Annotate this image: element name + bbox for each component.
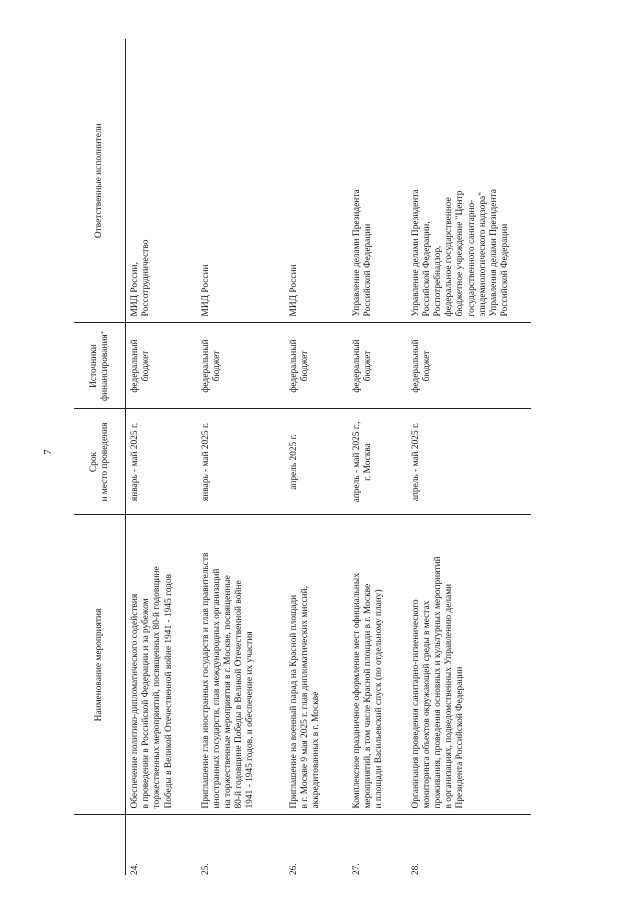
row-executors-line: Управления делами Президента — [488, 189, 499, 317]
row-event-name-line: Президента Российской Федерации — [455, 666, 466, 809]
header-name: Наименование мероприятия — [74, 515, 126, 815]
row-event-name-line: торжественных мероприятий, посвященных 80-й годовщине — [152, 566, 163, 809]
events-table — [74, 39, 531, 875]
row-executors-line: Российской Федерации — [500, 223, 511, 317]
table-row — [289, 39, 352, 875]
table-row — [126, 39, 201, 875]
row-number: 27. — [351, 863, 362, 875]
row-event-name — [411, 515, 531, 815]
table-row — [411, 39, 531, 875]
row-executors-line: Управление делами Президента — [351, 189, 362, 317]
row-source-line: бюджет — [141, 350, 152, 382]
row-term — [126, 409, 201, 515]
row-executors-line: государственного санитарно- — [466, 199, 477, 317]
row-source — [126, 323, 201, 409]
row-event-name-line: мероприятий, в том числе Красной площади в г. Москве — [362, 583, 373, 809]
row-executors — [352, 39, 411, 323]
row-event-name-line: на торжественные мероприятия в г. Москве, посвященные — [222, 575, 233, 809]
row-event-name-line: Комплексное праздничное оформление мест официальных — [351, 573, 362, 809]
row-term — [289, 409, 352, 515]
row-event-name-line: Победы в Великой Отечественной войне 1941 - 1945 годов — [163, 574, 174, 809]
row-executors-line: Российской Федерации — [362, 223, 373, 317]
row-term-line: апрель 2025 г. — [288, 434, 299, 490]
row-term — [352, 409, 411, 515]
row-executors-line: МИД России — [200, 264, 211, 317]
row-event-name-line: в проведении в Российской Федерации и за рубежом — [141, 598, 152, 809]
row-source-line: бюджет — [362, 350, 373, 382]
page-number: 7 — [42, 449, 54, 455]
row-executors-line: МИД России — [288, 264, 299, 317]
row-number: 25. — [200, 863, 211, 875]
row-source — [201, 323, 289, 409]
row-executors-line: Роспотребнадзор, — [432, 245, 443, 317]
table-row — [201, 39, 289, 875]
row-source-line: федеральный — [351, 339, 362, 393]
row-executors-line: Россотрудничество — [141, 239, 152, 317]
row-event-name-line: Приглашение глав иностранных государств и глав правительств — [200, 552, 211, 809]
row-number: 26. — [288, 863, 299, 875]
row-executors — [289, 39, 352, 323]
row-source-line: федеральный — [410, 339, 421, 393]
row-event-name-line: 80-й годовщине Победы в Великой Отечественной войне — [234, 580, 245, 809]
row-event-name — [352, 515, 411, 815]
row-source-line: федеральный — [130, 339, 140, 393]
row-source-line: бюджет — [421, 350, 432, 382]
header-number — [74, 815, 126, 875]
table-body — [126, 39, 531, 875]
row-number: 24. — [130, 863, 140, 875]
row-source-line: бюджет — [211, 350, 222, 382]
row-term-line: январь - май 2025 г. — [200, 422, 211, 502]
row-event-name-line: Организация проведения санитарно-гигиенического — [410, 599, 421, 809]
row-executors — [411, 39, 531, 323]
row-term-line: г. Москва — [362, 443, 373, 481]
row-event-name-line: иностранных государств, глав международных организаций — [211, 568, 222, 809]
row-event-name-line: мониторинга объектов окружающей среды в местах — [421, 600, 432, 809]
row-executors — [126, 39, 201, 323]
row-number: 28. — [410, 863, 421, 875]
header-executors: Ответственные исполнители — [74, 39, 126, 323]
row-event-name-line: в организациях, подведомственных Управлению делами — [444, 583, 455, 809]
table-row — [352, 39, 411, 875]
row-event-name — [201, 515, 289, 815]
row-executors-line: Управление делами Президента — [410, 189, 421, 317]
table-header-row — [74, 39, 126, 875]
row-source — [352, 323, 411, 409]
row-executors-line: эпидемиологического надзора" — [477, 192, 488, 317]
row-source — [289, 323, 352, 409]
row-event-name-line: 1941 - 1945 годов, и обеспечение их участия — [245, 631, 256, 809]
row-event-name-line: и площади Васильевский спуск (по отдельному плану) — [373, 589, 384, 809]
row-term-line: январь - май 2025 г. — [130, 422, 140, 502]
row-executors-line: МИД России, — [130, 262, 140, 317]
row-event-name — [289, 515, 352, 815]
row-term — [411, 409, 531, 515]
row-source-line: федеральный — [200, 339, 211, 393]
row-term-line: апрель - май 2025 г., — [351, 421, 362, 503]
row-executors-line: бюджетное учреждение "Центр — [455, 190, 466, 317]
row-source — [411, 323, 531, 409]
row-event-name-line: аккредитованных в г. Москве — [310, 691, 321, 809]
row-source-line: федеральный — [288, 339, 299, 393]
row-executors-line: Российской Федерации, — [421, 221, 432, 317]
row-event-name-line: в г. Москве 9 мая 2025 г. глав дипломатических миссий, — [299, 585, 310, 809]
row-executors-line: федеральное государственное — [444, 197, 455, 317]
header-source: Источники финансирования* — [74, 323, 126, 409]
row-source-line: бюджет — [299, 350, 310, 382]
row-event-name — [126, 515, 201, 815]
header-term: Срок и место проведения — [74, 409, 126, 515]
row-event-name-line: Обеспечение политико-дипломатического содействия — [130, 593, 140, 809]
row-event-name-line: проживания, проведения основных и культурных мероприятий — [432, 556, 443, 809]
row-term — [201, 409, 289, 515]
row-executors — [201, 39, 289, 323]
row-event-name-line: Приглашение на военный парад на Красной площади — [288, 594, 299, 809]
row-term-line: апрель - май 2025 г. — [410, 422, 421, 502]
footnote-mark: * — [99, 331, 107, 335]
